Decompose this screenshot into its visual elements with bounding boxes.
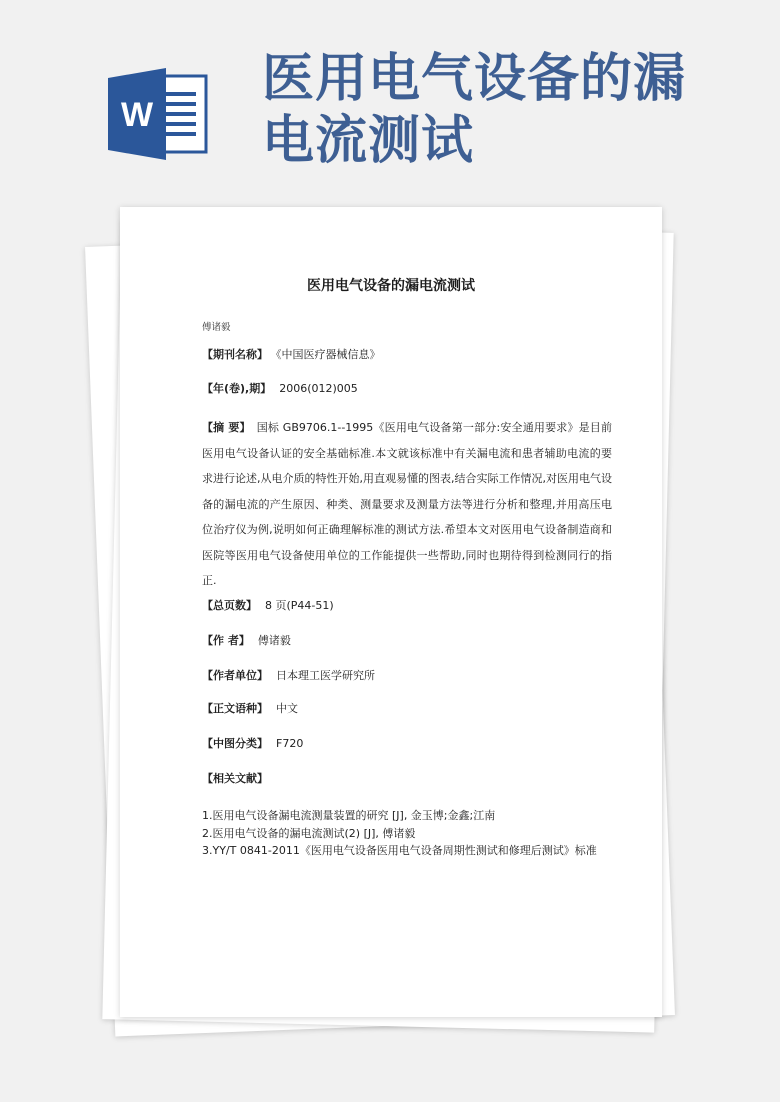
field-affiliation (202, 668, 612, 684)
field-abstract-label: 【摘 要】 (202, 421, 251, 434)
references-list (202, 807, 622, 860)
reference-item: 2.医用电气设备的漏电流测试(2) [J], 傅诸毅 (202, 826, 416, 840)
field-volume-value: 2006(012)005 (279, 382, 358, 395)
field-journal (202, 347, 612, 363)
document-title: 医用电气设备的漏电流测试 (307, 278, 475, 294)
field-classification-value: F720 (276, 737, 304, 750)
field-pages-value: 8 页(P44-51) (265, 599, 334, 612)
field-journal-label: 【期刊名称】 (202, 348, 268, 361)
word-icon-letter: W (120, 96, 154, 134)
field-volume-label: 【年(卷),期】 (202, 382, 272, 395)
field-author (202, 633, 612, 649)
field-classification-label: 【中图分类】 (202, 737, 268, 750)
reference-item: 1.医用电气设备漏电流测量装置的研究 [J], 金玉博;金鑫;江南 (202, 809, 496, 822)
field-affiliation-value: 日本理工医学研究所 (276, 669, 375, 682)
banner-title (262, 48, 762, 172)
reference-item: 3.YY/T 0841-2011《医用电气设备医用电气设备周期性测试和修理后测试》标准 (202, 844, 597, 857)
word-document-icon (108, 68, 208, 160)
field-affiliation-label: 【作者单位】 (202, 669, 268, 682)
field-language-value: 中文 (276, 702, 298, 715)
field-abstract-value: 国标 GB9706.1--1995《医用电气设备第一部分:安全通用要求》是目前医用电气设备认证的安全基础标准.本文就该标准中有关漏电流和患者辅助电流的要求进行论述,从电介质的特性开始,用直观易懂的图表,结合实际工作情况,对医用电气设备的漏电流的产生原因、种类、测量要求及测量方法等进行分析和整理,并用高压电位治疗仪为例,说明如何正确理解标准的测试方法.希望本文对医用电气设备制造商和医院等医用电气设备使用单位的工作能提供一些帮助,同时也期待得到检测同行的指正. (202, 421, 612, 587)
document-page (120, 207, 662, 1017)
field-pages (202, 598, 612, 614)
field-author-label: 【作 者】 (202, 634, 250, 647)
banner-title-line-2: 电流测试 (262, 110, 475, 171)
references-heading: 【相关文献】 (202, 772, 268, 785)
document-byline: 傅诸毅 (202, 322, 231, 333)
field-language (202, 701, 612, 717)
field-classification (202, 736, 612, 752)
field-volume (202, 381, 612, 397)
field-author-value: 傅诸毅 (257, 634, 291, 647)
banner-title-line-1: 医用电气设备的漏 (262, 48, 687, 109)
field-language-label: 【正文语种】 (202, 702, 268, 715)
field-abstract (202, 415, 612, 594)
field-pages-label: 【总页数】 (202, 599, 257, 612)
field-journal-value: 《中国医疗器械信息》 (276, 348, 381, 361)
